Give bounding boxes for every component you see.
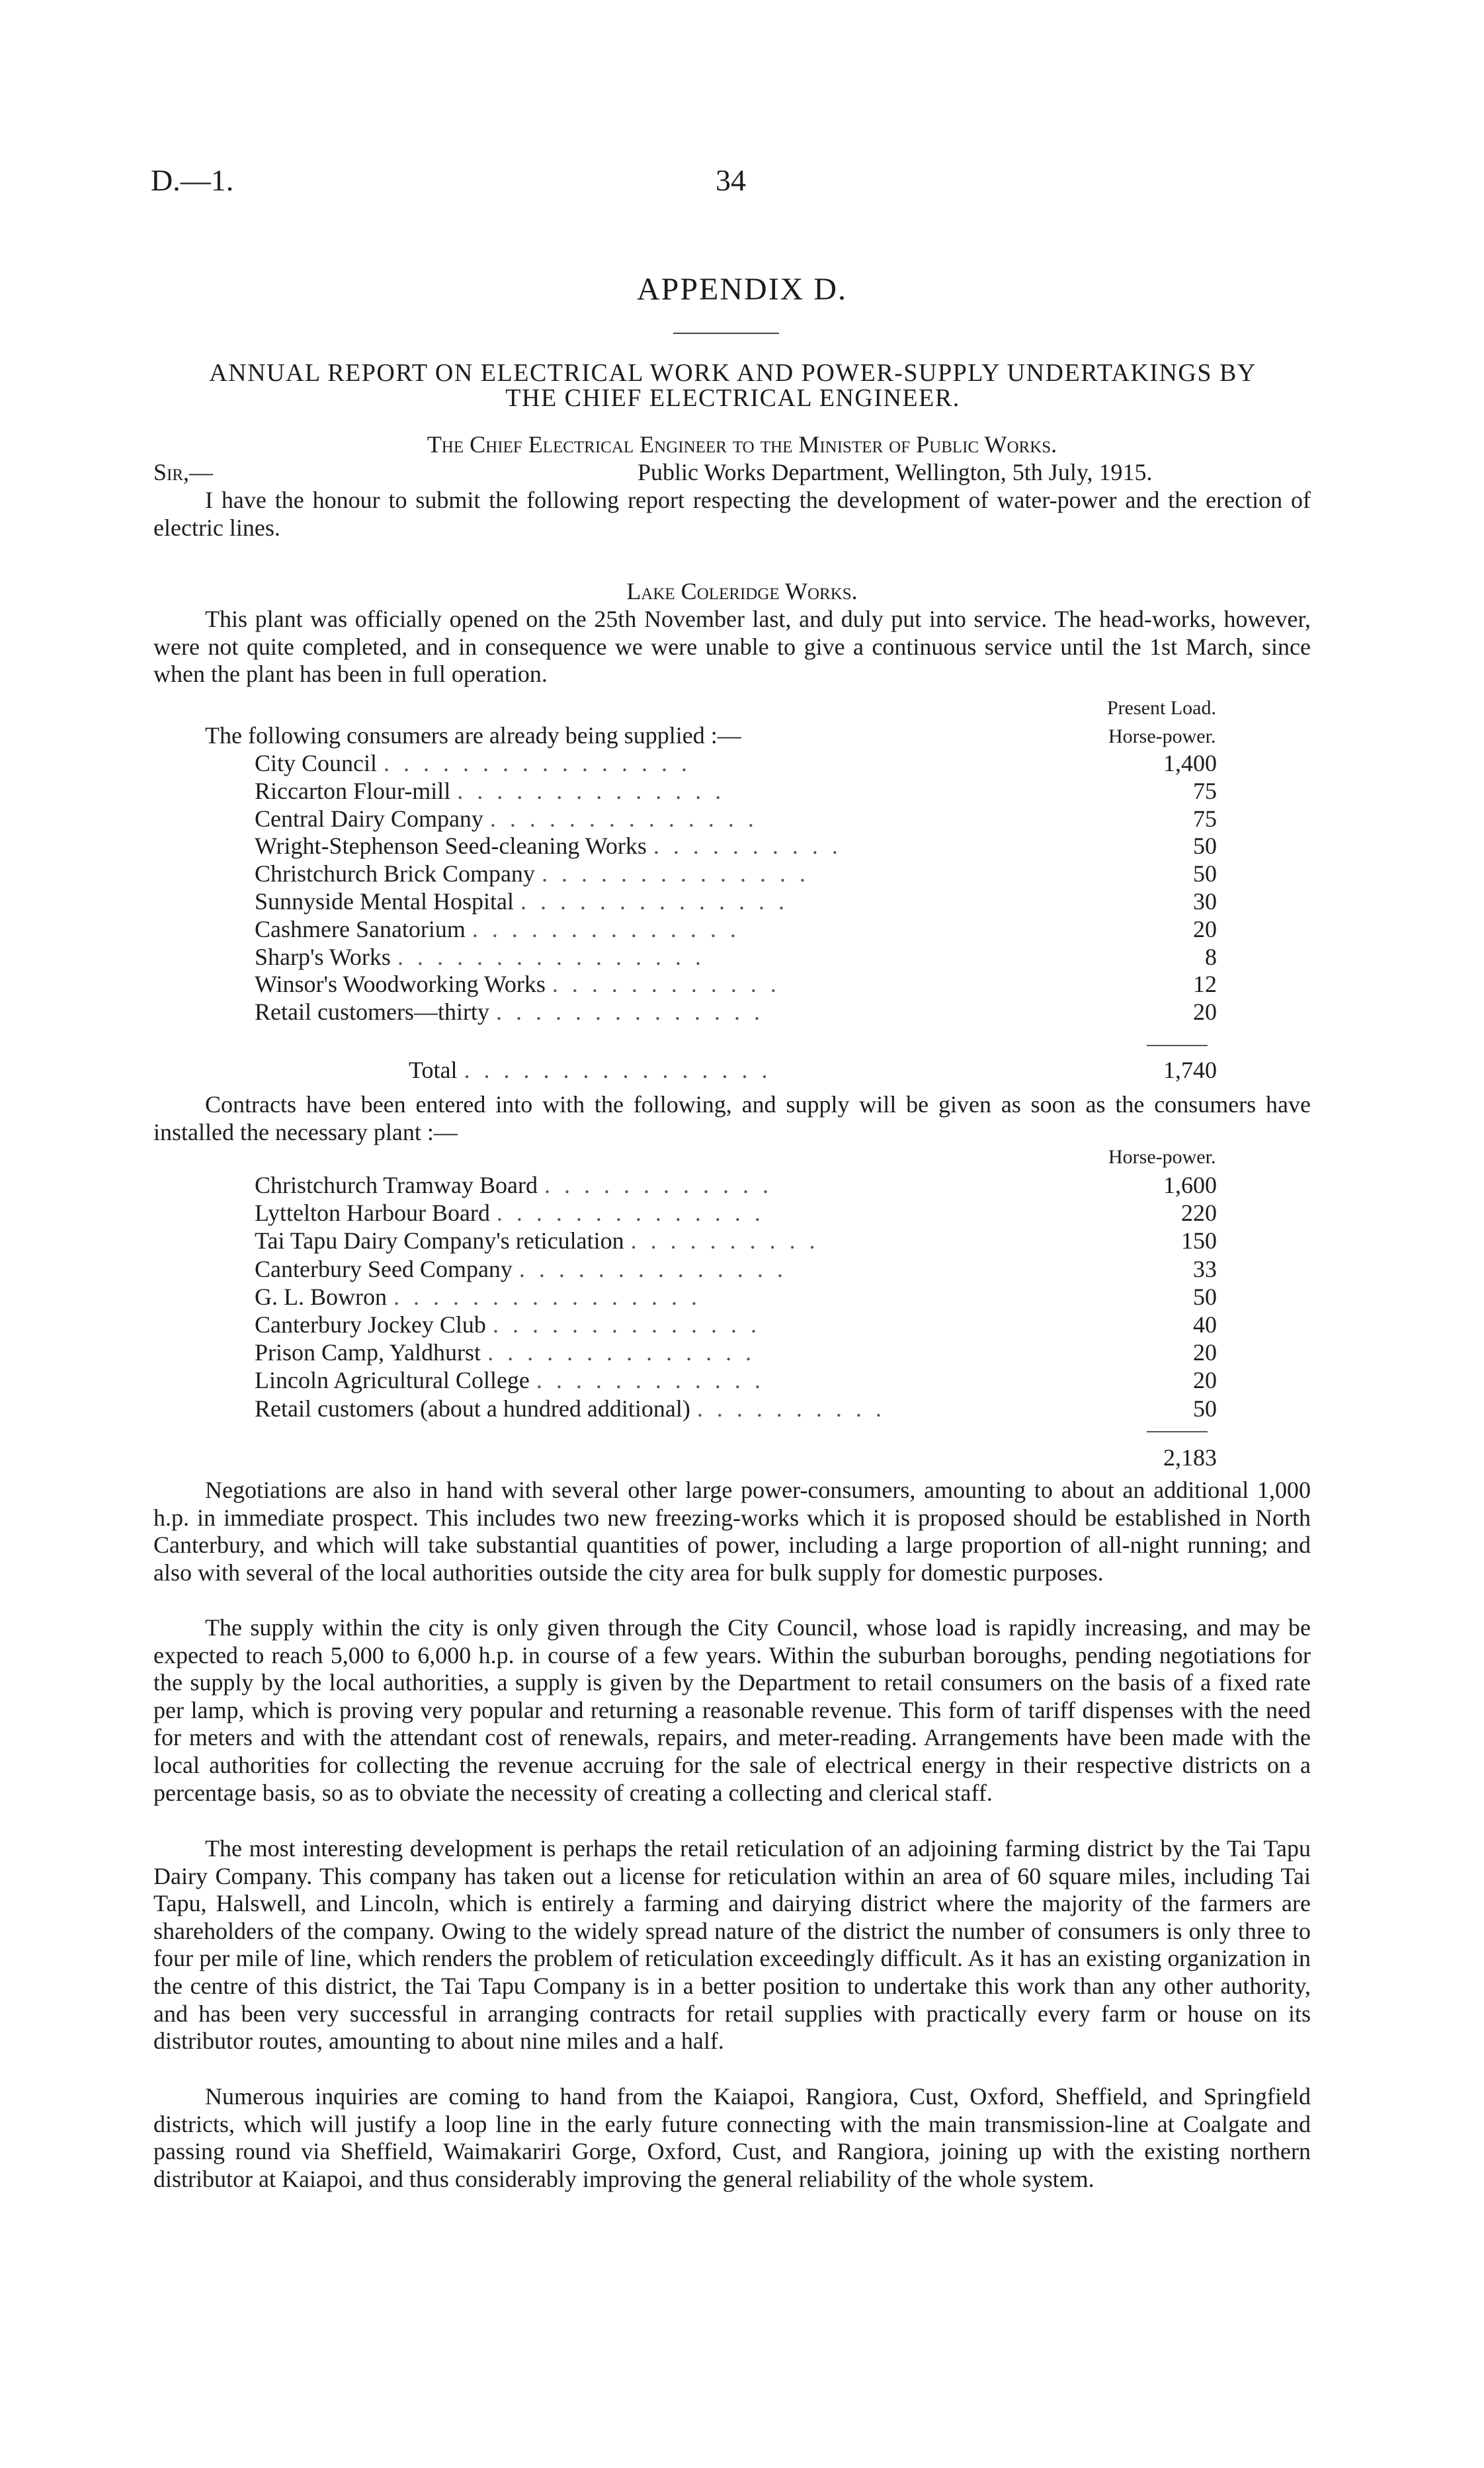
- horse-power-value: 50: [1193, 833, 1217, 860]
- body-paragraph: The most interesting development is perhaps the retail reticulation of an adjoining farming district by the Tai Tapu Dairy Company. This company has taken out a license for reticulation within an area of 60 square miles, including Tai Tapu, Halswell, and Lincoln, which is entirely a farming and dairying district where the majority of the farmers are shareholders of the company. Owing to the widely spread nature of the district the number of consumers is only three to four per mile of line, which renders the problem of reticulation exceedingly difficult. As it has an existing organization in the centre of this district, the Tai Tapu Company is in a better position to undertake this work than any other authority, and has been very successful in arranging contracts for retail supplies with practically every farm or house on its distributor routes, amounting to about nine miles and a half.: [153, 1835, 1311, 2055]
- dot-leader: . . . . . . . . . . . .: [536, 1367, 764, 1394]
- table-row: [255, 999, 1217, 1025]
- dot-leader: . . . . . . . . . . . . . .: [489, 805, 758, 832]
- consumer-name: Winsor's Woodworking Works: [255, 971, 546, 998]
- table-row: [255, 1256, 1217, 1282]
- consumer-name: G. L. Bowron: [255, 1283, 387, 1310]
- report-title-line-1: ANNUAL REPORT ON ELECTRICAL WORK AND POWER-SUPPLY UNDERTAKINGS BY: [209, 359, 1257, 387]
- contracts-paragraph: Contracts have been entered into with the following, and supply will be given as soon as the consumers have installed the necessary plant :—: [153, 1091, 1311, 1145]
- table-row: [255, 971, 1217, 997]
- table-row: [255, 1367, 1217, 1393]
- table1-col-header-line1: Present Load.: [1107, 697, 1216, 719]
- dateline: Public Works Department, Wellington, 5th July, 1915.: [638, 459, 1153, 485]
- table2-col-header: Horse-power.: [1108, 1146, 1216, 1168]
- table-row: [255, 944, 1217, 970]
- document-code: D.—1.: [151, 163, 234, 197]
- horse-power-value: 40: [1193, 1311, 1217, 1338]
- table-row: [255, 805, 1217, 832]
- horse-power-value: 75: [1193, 777, 1217, 804]
- body-paragraph: The supply within the city is only given through the City Council, whose load is rapidly increasing, and may be expected to reach 5,000 to 6,000 h.p. in course of a few years. Within the suburban boroughs, pending negotiations for the supply by the local authorities, a supply is given by the Department to retail consumers on the basis of a fixed rate per lamp, which is proving very popular and returning a reasonable revenue. This form of tariff dispenses with the need for meters and with the attendant cost of renewals, repairs, and meter-reading. Arrangements have been made with the local authorities for collecting the revenue accruing for the sale of electrical energy in their respective districts on a percentage basis, so as to obviate the necessity of creating a collecting and clerical staff.: [153, 1614, 1311, 1806]
- consumer-name: Retail customers (about a hundred additional): [255, 1395, 690, 1422]
- page-number: 34: [716, 163, 746, 197]
- consumer-name: Lyttelton Harbour Board: [255, 1200, 490, 1227]
- table-row: [255, 860, 1217, 887]
- consumer-name: Lincoln Agricultural College: [255, 1367, 530, 1394]
- body-paragraph: Numerous inquiries are coming to hand from the Kaiapoi, Rangiora, Cust, Oxford, Sheffield, and Springfield districts, which will justify a loop line in the early future connecting with the main transmission-line at Coalgate and passing round via Sheffield, Waimakariri Gorge, Oxford, Cust, and Rangiora, joining up with the existing northern distributor at Kaiapoi, and thus considerably improving the general reliability of the whole system.: [153, 2083, 1311, 2192]
- table1-total-row: [409, 1057, 1217, 1083]
- horse-power-value: 1,600: [1163, 1172, 1217, 1198]
- horse-power-value: 12: [1193, 971, 1217, 998]
- consumer-name: Christchurch Tramway Board: [255, 1172, 538, 1198]
- table-row: [255, 1227, 1217, 1254]
- table1-total-value: 1,740: [1163, 1057, 1217, 1083]
- dot-leader: . . . . . . . . . . . . . .: [520, 888, 788, 915]
- horse-power-value: 1,400: [1163, 750, 1217, 776]
- report-title: [151, 360, 1315, 411]
- dot-leader: . . . . . . . . . . . . . .: [496, 1200, 764, 1227]
- horse-power-value: 50: [1193, 1283, 1217, 1310]
- horse-power-value: 50: [1193, 1395, 1217, 1422]
- table-row: [255, 1395, 1217, 1422]
- dot-leader: . . . . . . . . . .: [653, 833, 842, 860]
- consumer-name: Christchurch Brick Company: [255, 860, 535, 887]
- horse-power-value: 20: [1193, 1339, 1217, 1366]
- table1-total-leader: . . . . . . . . . . . . . . . .: [464, 1057, 772, 1083]
- consumer-name: Tai Tapu Dairy Company's reticulation: [255, 1227, 624, 1255]
- dot-leader: . . . . . . . . . . . . . . . .: [393, 1283, 701, 1310]
- dot-leader: . . . . . . . . . . . . . .: [495, 999, 764, 1026]
- table-row: [255, 778, 1217, 804]
- table-row: [255, 1200, 1217, 1226]
- dot-leader: . . . . . . . . . . . . . .: [541, 860, 809, 887]
- horse-power-value: 33: [1193, 1255, 1217, 1282]
- section-title: Lake Coleridge Works.: [626, 578, 858, 604]
- table2-total-value: 2,183: [1163, 1444, 1217, 1471]
- title-rule: [673, 333, 779, 334]
- horse-power-value: 150: [1181, 1227, 1217, 1255]
- body-paragraph: Negotiations are also in hand with several other large power-consumers, amounting to about an additional 1,000 h.p. in immediate prospect. This includes two new freezing-works which it is proposed should be established in North Canterbury, and which will take substantial quantities of power, including a large proportion of all-night running; and also with several of the local authorities outside the city area for bulk supply for domestic purposes.: [153, 1477, 1311, 1586]
- table1-col-header-line2: Horse-power.: [1108, 725, 1216, 747]
- table1-intro: The following consumers are already being supplied :—: [205, 722, 741, 749]
- table-row: [255, 888, 1217, 915]
- horse-power-value: 50: [1193, 860, 1217, 887]
- horse-power-value: 220: [1181, 1200, 1217, 1227]
- table-row: [255, 833, 1217, 859]
- consumer-name: Central Dairy Company: [255, 805, 483, 832]
- addressee-line: The Chief Electrical Engineer to the Minister of Public Works.: [427, 431, 1057, 458]
- salutation: Sir,—: [153, 459, 214, 485]
- consumer-name: Riccarton Flour-mill: [255, 777, 451, 804]
- dot-leader: . . . . . . . . . .: [696, 1395, 886, 1422]
- table-row: [255, 1339, 1217, 1366]
- dot-leader: . . . . . . . . . . . . . .: [472, 915, 740, 942]
- consumer-name: Sharp's Works: [255, 943, 391, 970]
- table-row: [255, 750, 1217, 776]
- dot-leader: . . . . . . . . . . . . . .: [518, 1255, 787, 1282]
- intro-paragraph: I have the honour to submit the following report respecting the development of water-power and the erection of electric lines.: [153, 487, 1311, 541]
- dot-leader: . . . . . . . . . . . . . .: [487, 1339, 756, 1366]
- consumer-name: Prison Camp, Yaldhurst: [255, 1339, 481, 1366]
- horse-power-value: 8: [1205, 943, 1217, 970]
- dot-leader: . . . . . . . . . . . .: [552, 971, 780, 998]
- table-row: [255, 1311, 1217, 1338]
- consumer-name: Wright-Stephenson Seed-cleaning Works: [255, 833, 647, 860]
- dot-leader: . . . . . . . . . . . .: [544, 1172, 772, 1198]
- consumer-name: Retail customers—thirty: [255, 999, 489, 1026]
- consumer-name: City Council: [255, 750, 378, 776]
- dot-leader: . . . . . . . . . . . . . .: [492, 1311, 761, 1338]
- dot-leader: . . . . . . . . . . . . . . . .: [384, 750, 692, 776]
- appendix-title: APPENDIX D.: [636, 272, 847, 307]
- dot-leader: . . . . . . . . . .: [630, 1227, 819, 1255]
- report-title-line-2: THE CHIEF ELECTRICAL ENGINEER.: [505, 384, 960, 412]
- consumer-name: Canterbury Jockey Club: [255, 1311, 486, 1338]
- dot-leader: . . . . . . . . . . . . . .: [457, 777, 725, 804]
- consumer-name: Sunnyside Mental Hospital: [255, 888, 514, 915]
- horse-power-value: 75: [1193, 805, 1217, 832]
- horse-power-value: 20: [1193, 915, 1217, 942]
- horse-power-value: 20: [1193, 1367, 1217, 1394]
- horse-power-value: 30: [1193, 888, 1217, 915]
- opening-paragraph: This plant was officially opened on the 25th November last, and duly put into service. The head-works, however, were not quite completed, and in consequence we were unable to give a continuous service until the 1st March, since when the plant has been in full operation.: [153, 606, 1311, 688]
- table2-sum-rule: [1147, 1431, 1208, 1432]
- table-row: [255, 1172, 1217, 1198]
- dot-leader: . . . . . . . . . . . . . . . .: [397, 943, 705, 970]
- table-row: [255, 1284, 1217, 1310]
- consumer-name: Cashmere Sanatorium: [255, 915, 466, 942]
- consumer-name: Canterbury Seed Company: [255, 1255, 513, 1282]
- table1-total-label: Total: [409, 1057, 458, 1083]
- table1-sum-rule: [1147, 1045, 1208, 1046]
- horse-power-value: 20: [1193, 999, 1217, 1026]
- table-row: [255, 916, 1217, 942]
